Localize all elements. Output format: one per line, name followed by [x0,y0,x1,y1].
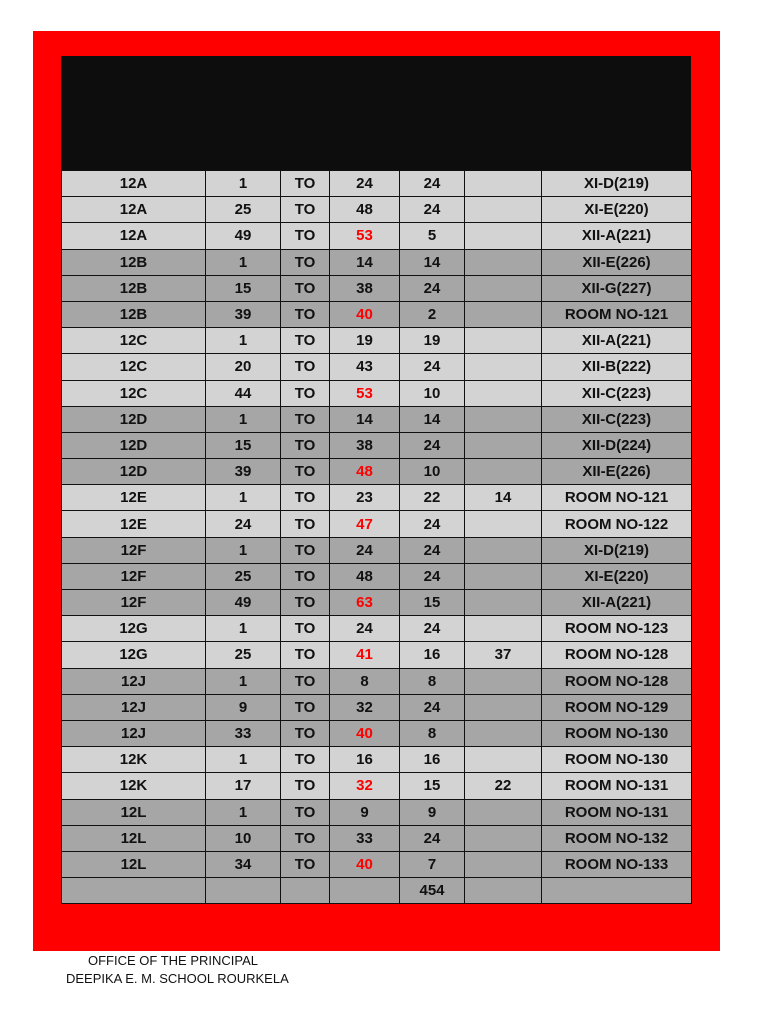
extra-cell [465,851,542,877]
to-label-cell: TO [281,694,330,720]
table-row [62,328,692,354]
room-cell: XII-E(226) [542,459,692,485]
from-roll-cell: 1 [206,537,281,563]
class-cell: 12C [62,354,206,380]
to-label-cell: TO [281,825,330,851]
to-roll-cell: 38 [330,275,400,301]
count-cell: 5 [400,223,465,249]
to-roll-cell: 23 [330,485,400,511]
class-cell: 12D [62,459,206,485]
table-row [62,616,692,642]
class-cell: 12J [62,720,206,746]
class-cell: 12L [62,825,206,851]
extra-cell [465,825,542,851]
count-cell: 24 [400,825,465,851]
extra-cell [465,459,542,485]
class-cell: 12E [62,511,206,537]
count-cell: 15 [400,590,465,616]
extra-cell [465,563,542,589]
to-roll-cell: 33 [330,825,400,851]
from-roll-cell: 39 [206,301,281,327]
class-cell: 12C [62,328,206,354]
table-row [62,249,692,275]
class-cell: 12L [62,851,206,877]
count-cell: 24 [400,694,465,720]
to-label-cell: TO [281,459,330,485]
total-row [62,878,692,904]
table-row [62,459,692,485]
room-cell: XII-B(222) [542,354,692,380]
table-row [62,799,692,825]
extra-cell [465,223,542,249]
room-cell: ROOM NO-130 [542,720,692,746]
to-label-cell: TO [281,223,330,249]
room-cell: XI-D(219) [542,171,692,197]
from-roll-cell: 1 [206,328,281,354]
to-label-cell: TO [281,301,330,327]
room-cell: XII-G(227) [542,275,692,301]
class-cell: 12A [62,171,206,197]
extra-cell [465,354,542,380]
table-row [62,223,692,249]
header-band [61,56,691,170]
extra-cell [465,328,542,354]
table-row [62,354,692,380]
extra-cell [465,249,542,275]
extra-cell [465,799,542,825]
class-cell: 12G [62,616,206,642]
class-cell: 12J [62,668,206,694]
class-cell: 12A [62,197,206,223]
class-cell: 12F [62,563,206,589]
count-cell: 24 [400,432,465,458]
to-label-cell: TO [281,249,330,275]
table-row [62,590,692,616]
footer-office-line: OFFICE OF THE PRINCIPAL [88,953,258,968]
room-cell: XII-A(221) [542,590,692,616]
to-roll-cell: 32 [330,773,400,799]
from-roll-cell: 25 [206,563,281,589]
from-roll-cell: 49 [206,590,281,616]
to-roll-cell: 16 [330,747,400,773]
to-roll-cell: 63 [330,590,400,616]
to-label-cell: TO [281,380,330,406]
room-cell: ROOM NO-131 [542,773,692,799]
room-cell: ROOM NO-130 [542,747,692,773]
extra-cell [465,380,542,406]
count-cell: 15 [400,773,465,799]
table-row [62,537,692,563]
empty-cell [465,878,542,904]
extra-cell [465,432,542,458]
to-roll-cell: 48 [330,563,400,589]
to-roll-cell: 53 [330,380,400,406]
room-cell: ROOM NO-133 [542,851,692,877]
to-roll-cell: 32 [330,694,400,720]
count-cell: 7 [400,851,465,877]
from-roll-cell: 1 [206,799,281,825]
from-roll-cell: 15 [206,432,281,458]
extra-cell [465,511,542,537]
class-cell: 12G [62,642,206,668]
to-label-cell: TO [281,747,330,773]
extra-cell: 22 [465,773,542,799]
to-roll-cell: 40 [330,851,400,877]
to-roll-cell: 8 [330,668,400,694]
to-label-cell: TO [281,773,330,799]
from-roll-cell: 1 [206,485,281,511]
table-row [62,747,692,773]
table-row [62,851,692,877]
count-cell: 10 [400,459,465,485]
seating-table [61,170,692,904]
to-roll-cell: 48 [330,197,400,223]
table-row [62,301,692,327]
from-roll-cell: 39 [206,459,281,485]
count-cell: 24 [400,616,465,642]
to-label-cell: TO [281,432,330,458]
from-roll-cell: 10 [206,825,281,851]
extra-cell [465,537,542,563]
to-roll-cell: 24 [330,537,400,563]
to-label-cell: TO [281,851,330,877]
to-label-cell: TO [281,668,330,694]
to-label-cell: TO [281,354,330,380]
room-cell: XI-E(220) [542,197,692,223]
to-label-cell: TO [281,590,330,616]
from-roll-cell: 25 [206,197,281,223]
room-cell: ROOM NO-129 [542,694,692,720]
extra-cell [465,720,542,746]
extra-cell [465,694,542,720]
count-cell: 22 [400,485,465,511]
count-cell: 2 [400,301,465,327]
room-cell: ROOM NO-128 [542,668,692,694]
room-cell: XII-C(223) [542,406,692,432]
to-roll-cell: 41 [330,642,400,668]
extra-cell [465,747,542,773]
to-label-cell: TO [281,537,330,563]
room-cell: XII-D(224) [542,432,692,458]
total-count-cell: 454 [400,878,465,904]
count-cell: 24 [400,563,465,589]
extra-cell [465,171,542,197]
count-cell: 24 [400,171,465,197]
to-roll-cell: 14 [330,406,400,432]
class-cell: 12D [62,406,206,432]
to-label-cell: TO [281,171,330,197]
class-cell: 12B [62,249,206,275]
class-cell: 12B [62,275,206,301]
room-cell: XII-E(226) [542,249,692,275]
room-cell: ROOM NO-123 [542,616,692,642]
table-row [62,694,692,720]
table-row [62,197,692,223]
table-row [62,432,692,458]
to-label-cell: TO [281,642,330,668]
room-cell: XII-A(221) [542,223,692,249]
room-cell: ROOM NO-128 [542,642,692,668]
room-cell: ROOM NO-121 [542,301,692,327]
to-roll-cell: 53 [330,223,400,249]
to-roll-cell: 47 [330,511,400,537]
to-roll-cell: 38 [330,432,400,458]
class-cell: 12K [62,747,206,773]
count-cell: 24 [400,354,465,380]
to-label-cell: TO [281,406,330,432]
from-roll-cell: 1 [206,171,281,197]
table-row [62,406,692,432]
to-roll-cell: 14 [330,249,400,275]
class-cell: 12K [62,773,206,799]
empty-cell [542,878,692,904]
to-label-cell: TO [281,485,330,511]
from-roll-cell: 49 [206,223,281,249]
to-label-cell: TO [281,275,330,301]
to-roll-cell: 19 [330,328,400,354]
count-cell: 16 [400,747,465,773]
count-cell: 8 [400,720,465,746]
class-cell: 12D [62,432,206,458]
table-row [62,642,692,668]
extra-cell: 14 [465,485,542,511]
table-row [62,275,692,301]
extra-cell [465,301,542,327]
from-roll-cell: 1 [206,406,281,432]
table-row [62,171,692,197]
table-row [62,668,692,694]
to-roll-cell: 40 [330,301,400,327]
table-row [62,380,692,406]
room-cell: XI-E(220) [542,563,692,589]
extra-cell [465,590,542,616]
count-cell: 10 [400,380,465,406]
from-roll-cell: 25 [206,642,281,668]
from-roll-cell: 1 [206,616,281,642]
extra-cell [465,406,542,432]
class-cell: 12A [62,223,206,249]
table-row [62,563,692,589]
table-row [62,511,692,537]
count-cell: 16 [400,642,465,668]
empty-cell [62,878,206,904]
extra-cell [465,668,542,694]
class-cell: 12J [62,694,206,720]
empty-cell [330,878,400,904]
table-row [62,773,692,799]
from-roll-cell: 1 [206,747,281,773]
from-roll-cell: 34 [206,851,281,877]
to-label-cell: TO [281,197,330,223]
class-cell: 12L [62,799,206,825]
room-cell: XI-D(219) [542,537,692,563]
count-cell: 24 [400,537,465,563]
extra-cell [465,616,542,642]
to-label-cell: TO [281,616,330,642]
to-label-cell: TO [281,328,330,354]
room-cell: ROOM NO-121 [542,485,692,511]
from-roll-cell: 1 [206,668,281,694]
to-roll-cell: 24 [330,171,400,197]
class-cell: 12E [62,485,206,511]
room-cell: ROOM NO-131 [542,799,692,825]
to-label-cell: TO [281,511,330,537]
class-cell: 12C [62,380,206,406]
class-cell: 12F [62,537,206,563]
room-cell: ROOM NO-122 [542,511,692,537]
from-roll-cell: 20 [206,354,281,380]
count-cell: 24 [400,511,465,537]
table-row [62,825,692,851]
to-roll-cell: 40 [330,720,400,746]
extra-cell [465,275,542,301]
to-roll-cell: 9 [330,799,400,825]
seating-rows [62,171,692,904]
from-roll-cell: 33 [206,720,281,746]
to-label-cell: TO [281,563,330,589]
room-cell: XII-A(221) [542,328,692,354]
from-roll-cell: 15 [206,275,281,301]
from-roll-cell: 9 [206,694,281,720]
table-row [62,485,692,511]
count-cell: 14 [400,406,465,432]
from-roll-cell: 24 [206,511,281,537]
empty-cell [281,878,330,904]
count-cell: 14 [400,249,465,275]
from-roll-cell: 1 [206,249,281,275]
count-cell: 8 [400,668,465,694]
count-cell: 19 [400,328,465,354]
from-roll-cell: 44 [206,380,281,406]
to-label-cell: TO [281,720,330,746]
to-roll-cell: 43 [330,354,400,380]
extra-cell: 37 [465,642,542,668]
count-cell: 24 [400,197,465,223]
table-row [62,720,692,746]
class-cell: 12B [62,301,206,327]
empty-cell [206,878,281,904]
count-cell: 9 [400,799,465,825]
from-roll-cell: 17 [206,773,281,799]
to-label-cell: TO [281,799,330,825]
class-cell: 12F [62,590,206,616]
extra-cell [465,197,542,223]
footer-school-line: DEEPIKA E. M. SCHOOL ROURKELA [66,971,289,986]
to-roll-cell: 24 [330,616,400,642]
room-cell: XII-C(223) [542,380,692,406]
to-roll-cell: 48 [330,459,400,485]
count-cell: 24 [400,275,465,301]
room-cell: ROOM NO-132 [542,825,692,851]
